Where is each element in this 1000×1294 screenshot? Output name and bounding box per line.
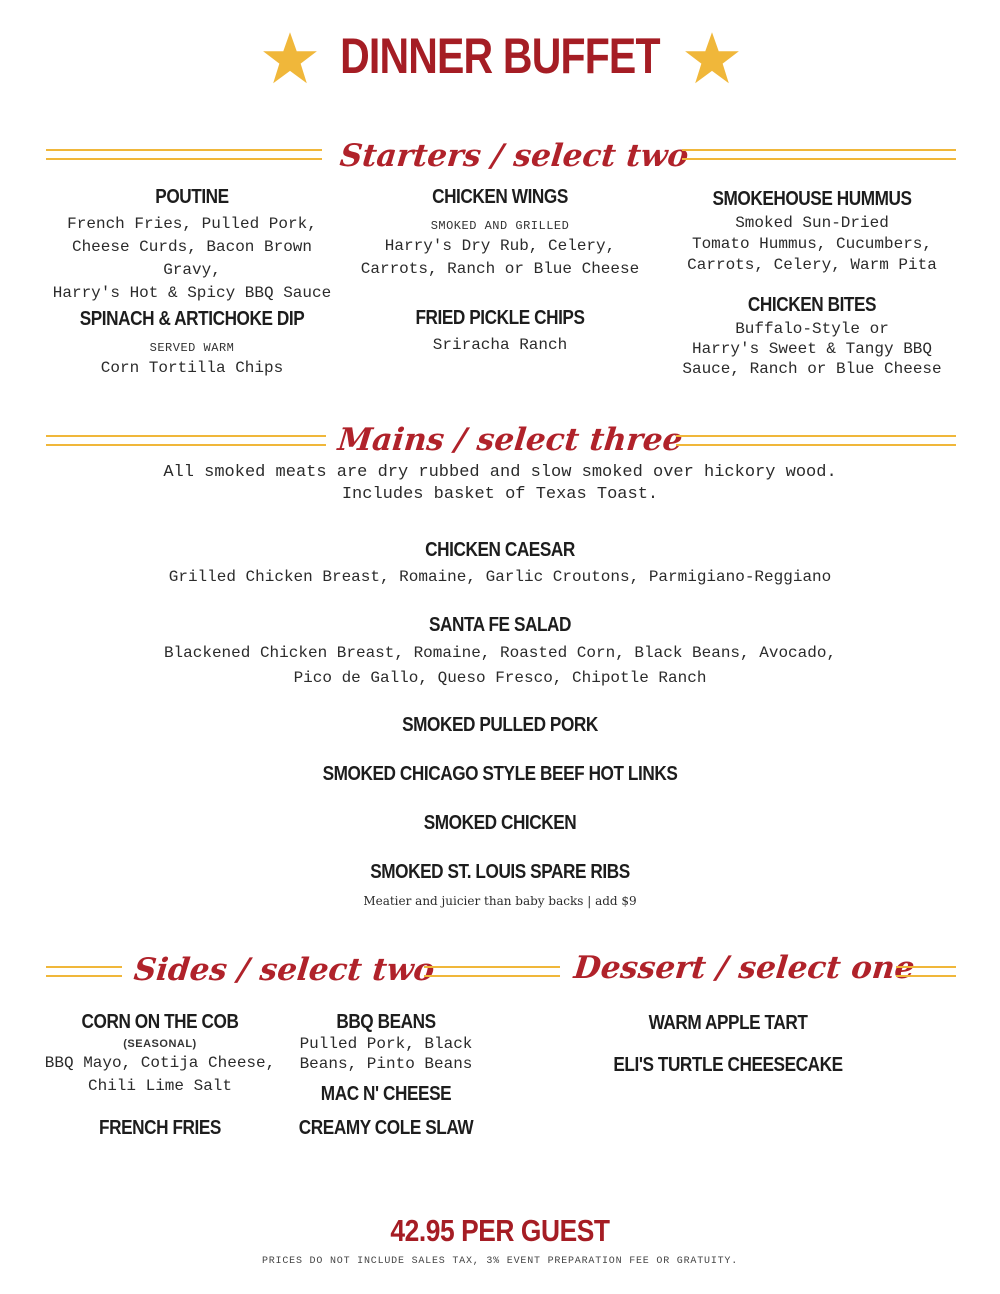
menu-item [662, 294, 962, 379]
mains-intro: All smoked meats are dry rubbed and slow smoked over hickory wood. Includes basket of Texas Toast. [163, 463, 837, 504]
item-name: SMOKED ST. LOUIS SPARE RIBS [370, 861, 630, 883]
menu-item [0, 614, 1000, 691]
menu-item [350, 307, 650, 357]
item-note: SMOKED AND GRILLED [430, 219, 570, 233]
starters-heading: Starters / select two [338, 138, 691, 174]
item-description: Buffalo-Style or Harry's Sweet & Tangy BBQ Sauce, Ranch or Blue Cheese [682, 320, 942, 378]
dessert-heading: Dessert / select one [572, 950, 917, 986]
item-note: SERVED WARM [149, 341, 235, 355]
item-name: WARM APPLE TART [648, 1012, 808, 1034]
heading-rule [46, 966, 122, 977]
item-name: BBQ BEANS [336, 1011, 436, 1033]
menu-item [578, 1012, 878, 1035]
menu-item [20, 1117, 300, 1140]
star-icon [262, 30, 318, 86]
item-description: Harry's Dry Rub, Celery, Carrots, Ranch or Blue Cheese [360, 237, 640, 278]
heading-rule [424, 966, 560, 977]
menu-item [0, 714, 1000, 737]
heading-rule [896, 966, 956, 977]
heading-rule [46, 149, 322, 160]
menu-item [578, 1054, 878, 1077]
menu-item [20, 1011, 300, 1098]
menu-item [42, 308, 342, 380]
item-description: Pulled Pork, Black Beans, Pinto Beans [299, 1035, 473, 1073]
item-note: (SEASONAL) [123, 1038, 197, 1050]
item-description: Grilled Chicken Breast, Romaine, Garlic Croutons, Parmigiano-Reggiano [168, 568, 832, 586]
item-name: FRIED PICKLE CHIPS [415, 307, 585, 329]
menu-item [0, 861, 1000, 913]
item-note: Meatier and juicier than baby backs | add $9 [363, 894, 637, 908]
item-description: Sriracha Ranch [432, 336, 568, 354]
item-description: Smoked Sun-Dried Tomato Hummus, Cucumbers, Carrots, Celery, Warm Pita [687, 214, 937, 274]
item-name: CREAMY COLE SLAW [298, 1117, 474, 1139]
page-title: DINNER BUFFET [340, 28, 660, 84]
heading-rule [46, 435, 326, 446]
item-name: CORN ON THE COB [81, 1011, 239, 1033]
menu-item [0, 812, 1000, 835]
item-name: SMOKEHOUSE HUMMUS [712, 188, 912, 210]
menu-item [42, 186, 342, 305]
menu-item [266, 1011, 506, 1074]
item-name: CHICKEN WINGS [432, 186, 568, 208]
item-description: BBQ Mayo, Cotija Cheese, Chili Lime Salt [44, 1054, 276, 1095]
heading-rule [682, 149, 956, 160]
item-name: MAC N' CHEESE [320, 1083, 452, 1105]
item-name: FRENCH FRIES [99, 1117, 221, 1139]
star-icon [684, 30, 740, 86]
item-name: POUTINE [155, 186, 229, 208]
menu-item [266, 1117, 506, 1140]
title-row [0, 28, 1000, 88]
price-block [0, 1213, 1000, 1249]
item-name: SPINACH & ARTICHOKE DIP [79, 308, 305, 330]
menu-item [662, 188, 962, 276]
price: 42.95 PER GUEST [390, 1213, 610, 1248]
item-name: SMOKED CHICAGO STYLE BEEF HOT LINKS [322, 763, 678, 785]
item-name: ELI'S TURTLE CHEESECAKE [613, 1054, 843, 1076]
menu-item [0, 539, 1000, 589]
item-description: Blackened Chicken Breast, Romaine, Roasted Corn, Black Beans, Avocado, Pico de Gallo, Queso Fresco, Chipotle Ranch [163, 644, 837, 687]
item-name: CHICKEN CAESAR [425, 539, 575, 561]
item-name: SMOKED CHICKEN [423, 812, 577, 834]
item-description: Corn Tortilla Chips [100, 359, 284, 377]
menu-item [0, 763, 1000, 786]
sides-heading: Sides / select two [132, 952, 437, 988]
mains-heading: Mains / select three [336, 422, 685, 458]
item-name: SMOKED PULLED PORK [402, 714, 598, 736]
menu-item [350, 186, 650, 281]
disclaimer: PRICES DO NOT INCLUDE SALES TAX, 3% EVENT PREPARATION FEE OR GRATUITY. [261, 1256, 739, 1267]
menu-item [266, 1083, 506, 1106]
item-description: French Fries, Pulled Pork, Cheese Curds, Bacon Brown Gravy, Harry's Hot & Spicy BBQ Sauce [52, 215, 332, 302]
item-name: SANTA FE SALAD [428, 614, 572, 636]
item-name: CHICKEN BITES [747, 294, 877, 316]
heading-rule [676, 435, 956, 446]
